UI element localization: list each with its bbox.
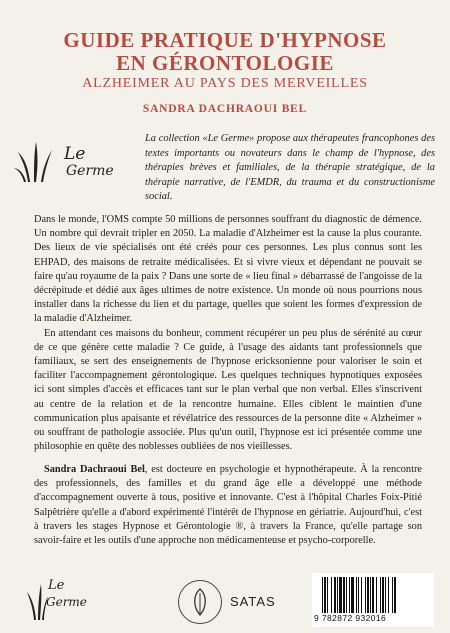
leaf-sprout-icon — [26, 580, 48, 620]
barcode-bars — [322, 577, 426, 613]
collection-description: La collection «Le Germe» propose aux thérapeutes francophones des textes importants ou novateurs dans le champ de l'hypnose, des thérapies brèves et familiales, de la thérapie stratégique, de la thérapie narrative, de l'EMDR, du trauma et du constructionisme social. — [145, 133, 435, 203]
isbn-digits: 9 782872 932016 — [314, 613, 387, 623]
book-subtitle: ALZHEIMER AU PAYS DES MERVEILLES — [82, 76, 368, 91]
leaf-sprout-icon — [14, 138, 60, 184]
collection-logo — [14, 138, 134, 188]
satas-emblem-icon — [178, 580, 222, 624]
author-bio-text: , est docteure en psychologie et hypnothérapeute. À la rencontre des professionnels, des familles et du grand âge elle a développé une méthode d'accompagnement ouverte à tous, positive et innovante. C'est à l'hôpital Charles Foix-Pitié Salpêtrière qu'elle a d'abord expérimenté l'intérêt de l'hypnose en gériatrie. Aujourd'hui, c'est à travers les stages Hypnose et Gérontologie ®, à travers la France, qu'elle partage son savoir-faire et les outils d'une approche non médicamenteuse et psycho-corporelle. — [34, 464, 422, 547]
collection-logo-bottom-germe: Germe — [46, 595, 87, 609]
collection-logo-word-le: Le — [64, 144, 86, 164]
book-author: SANDRA DACHRAOUI BEL — [142, 103, 308, 115]
collection-logo-bottom-le: Le — [48, 578, 65, 593]
isbn-barcode — [312, 573, 434, 627]
author-bio-name: Sandra Dachraoui Bel — [44, 464, 145, 475]
book-title-line2: EN GÉRONTOLOGIE — [116, 51, 334, 75]
publisher-logo — [178, 580, 298, 624]
book-title-line1: GUIDE PRATIQUE D'HYPNOSE — [63, 28, 387, 52]
author-bio — [34, 463, 422, 548]
summary-paragraph-1: Dans le monde, l'OMS compte 50 millions de personnes souffrant du diagnostic de démence. Un nombre qui devrait tripler en 2050. La maladie d'Alzheimer est la cause la plus courante. Des lieux de vie spécialisés ont été créés pour ces personnes. Les plus connus sont les EHPAD, des maisons de retraite médicalisées. Et si vivre vieux et dépendant ne pouvait se faire qu'au royaume de la paix ? Dans une sorte de « lieu final » débarrassé de l'angoisse de la décrépitude et dédié aux âges ultimes de notre existence. Un monde où nous pourrions nous installer dans la richesse du lien et du partage, quelles que soient les formes d'expression de la maladie d'Alzheimer. — [34, 214, 422, 325]
collection-logo-bottom — [26, 578, 106, 623]
back-cover-summary — [34, 213, 422, 454]
collection-logo-word-germe: Germe — [66, 163, 114, 179]
summary-paragraph-2: En attendant ces maisons du bonheur, comment récupérer un peu plus de sérénité au cœur de ce que génère cette maladie ? Ce guide, à l'usage des aidants tant professionnels que familiaux, se sert des enseignements de l'hypnose ericksonienne pour valoriser le soin et faciliter l'accompagnement gérontologique. Les quelques techniques hypnotiques exposées ici sont simples d'accès et efficaces tant sur le plan verbal que non verbal. Elles s'inscrivent au centre de la relation et de la rencontre humaine. Elles ciblent le maintien d'une communication plus apaisante et révélatrice des ressources de la personne dite « Alzheimer » ou souffrant de pathologie associée. Plus qu'un outil, l'hypnose est ici présentée comme une philosophie en quête des noblesses oubliées de nos vieillesses. — [34, 327, 422, 453]
publisher-name: SATAS — [230, 594, 276, 609]
